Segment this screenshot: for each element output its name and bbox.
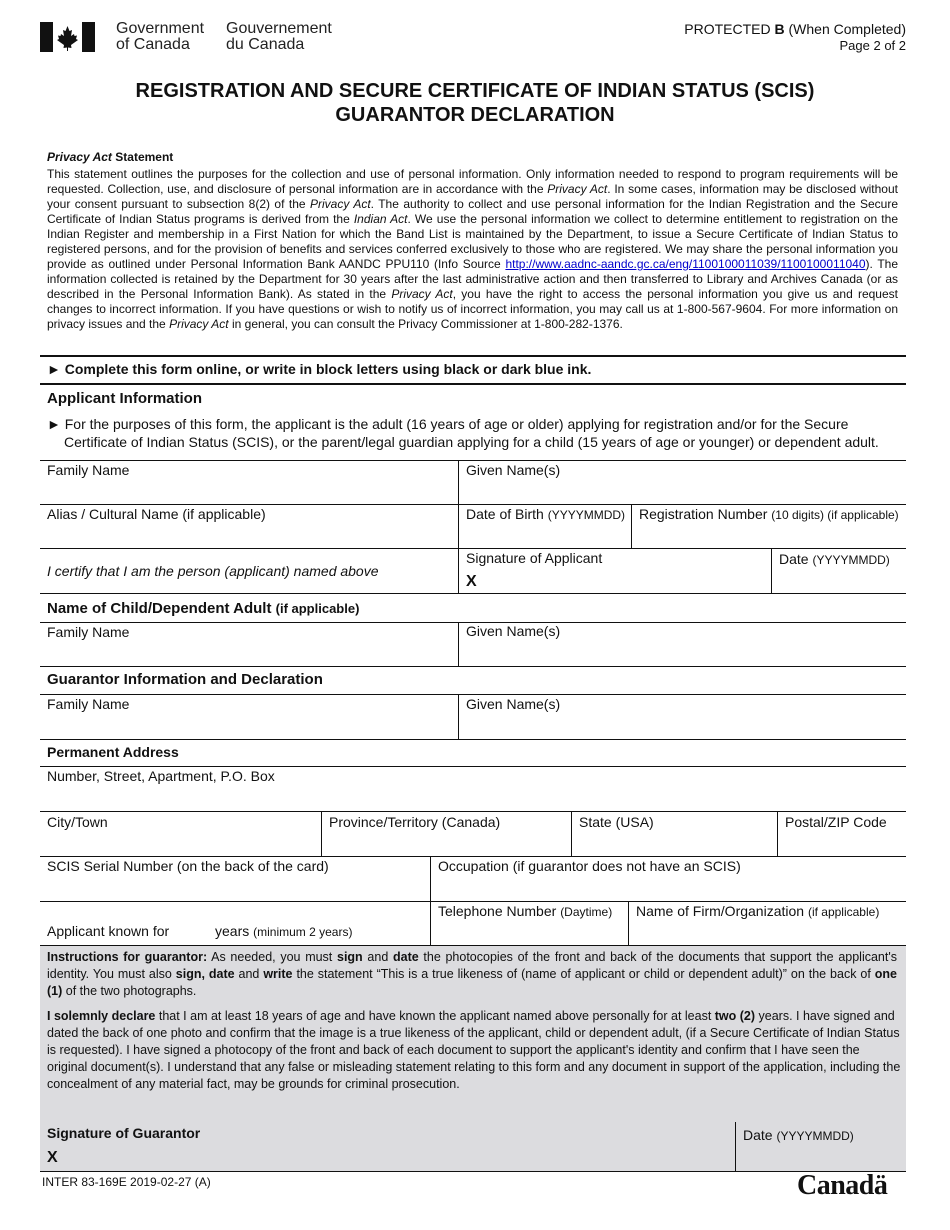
divider — [40, 548, 906, 549]
divider — [40, 901, 906, 902]
guarantor-signature-label: Signature of Guarantor — [47, 1125, 201, 1141]
telephone-field[interactable]: Telephone Number (Daytime) — [438, 903, 613, 919]
form-title-line1: REGISTRATION AND SECURE CERTIFICATE OF INDIAN STATUS (SCIS) — [135, 80, 815, 102]
applicant-note: ► For the purposes of this form, the applicant is the adult (16 years of age or older) applying for registration and/or for the Secure Certificate of Indian Status (SCIS), or the parent/legal guardian applying for a child (15 years of age or younger) or dependent adult. — [47, 416, 879, 450]
applicant-registration-number-field[interactable]: Registration Number (10 digits) (if applicable) — [639, 506, 899, 522]
canada-wordmark: Canadä — [797, 1170, 888, 1201]
province-field[interactable]: Province/Territory (Canada) — [329, 814, 501, 830]
divider — [40, 856, 906, 857]
divider — [458, 694, 459, 739]
guarantor-given-names-field[interactable]: Given Name(s) — [466, 696, 561, 712]
form-title-line2: GUARANTOR DECLARATION — [335, 104, 615, 126]
divider — [40, 593, 906, 594]
permanent-address-label: Permanent Address — [47, 744, 179, 760]
state-field[interactable]: State (USA) — [579, 814, 654, 830]
divider — [40, 694, 906, 695]
city-field[interactable]: City/Town — [47, 814, 108, 830]
scis-serial-field[interactable]: SCIS Serial Number (on the back of the card) — [47, 858, 329, 874]
divider — [321, 811, 322, 856]
applicant-alias-field[interactable]: Alias / Cultural Name (if applicable) — [47, 506, 266, 522]
guarantor-instructions: Instructions for guarantor: As needed, you must sign and date the photocopies of the front and back of the documents that support the applicant's identity. You must also sign, date and write the statement “This is a true likeness of (name of applicant or child or dependent adult)” on the back of one (1) of the two photographs. — [47, 950, 897, 998]
divider — [40, 739, 906, 740]
divider — [771, 548, 772, 594]
guarantor-family-name-field[interactable]: Family Name — [47, 696, 130, 712]
guarantor-section-title: Guarantor Information and Declaration — [47, 671, 323, 688]
divider — [40, 383, 906, 385]
divider — [458, 460, 459, 594]
certify-statement: I certify that I am the person (applicant) named above — [47, 563, 379, 579]
divider — [40, 1171, 906, 1172]
years-known-input[interactable] — [175, 918, 211, 938]
guarantor-signature-field[interactable]: X — [47, 1149, 58, 1166]
known-for-label: Applicant known for — [47, 923, 170, 939]
form-number: INTER 83-169E 2019-02-27 (A) — [42, 1175, 211, 1189]
solemn-declaration: I solemnly declare that I am at least 18 years of age and have known the applicant named above personally for at least two (2) years. I have signed and dated the back of one photo and confirm that the image is a true likeness of the applicant, child or dependent adult, (if a Secure Certificate of Indian Status is requested). I have signed a photocopy of the front and back of each document to support the applicant's identity and confirm that I have seen the original document(s). I understand that any false or misleading statement relating to this form and any document in support of the application, including the concealment of any material fact, may be grounds for criminal prosecution. — [47, 1009, 901, 1091]
divider — [628, 901, 629, 945]
form-title — [0, 79, 950, 127]
privacy-statement: This statement outlines the purposes for the collection and use of personal information. Only information needed to respond to program requirements will be requested. Collection, use, and disclosure of personal information are in accordance with the Privacy Act. In some cases, information may be disclosed without your consent pursuant to subsection 8(2) of the Privacy Act. The authority to collect and use personal information for the Indian Registration and the Secure Certificate of Indian Status programs is derived from the Indian Act. We use the personal information we collect to determine entitlement to registration on the Indian Register and membership in a First Nation for which the Band List is maintained by the Department, to issue a Secure Certificate of Indian Status to registered persons, and for the provision of benefits and services conferred exclusively to those who are registered. We may share the personal information you provide as outlined under Personal Information Bank AANDC PPU110 (Info Source http://www.aadnc-aandc.gc.ca/eng/1100100011039/1100100011040). The information collected is retained by the Department for 30 years after the last administrative action and then transferred to Library and Archives Canada (or as described in the Personal Information Bank). As stated in the Privacy Act, you have the right to access the personal information you give us and request changes to incorrect information. If you have questions or wish to notify us of incorrect information, you may call us at 1-800-567-9604. For more information on privacy issues and the Privacy Act in general, you can consult the Privacy Commissioner at 1-800-282-1376. — [47, 167, 899, 331]
complete-note: ► Complete this form online, or write in block letters using black or dark blue ink. — [47, 361, 592, 377]
divider — [40, 945, 906, 946]
divider — [40, 460, 906, 461]
child-family-name-field[interactable]: Family Name — [47, 624, 130, 640]
child-section-title: Name of Child/Dependent Adult (if applicable) — [47, 600, 360, 617]
gov-en-line2: of Canada — [116, 36, 190, 53]
applicant-dob-field[interactable]: Date of Birth (YYYYMMDD) — [466, 506, 626, 522]
years-label: years (minimum 2 years) — [215, 923, 353, 939]
postal-code-field[interactable]: Postal/ZIP Code — [785, 814, 887, 830]
applicant-signature-field[interactable]: X — [466, 573, 477, 590]
guarantor-date-field[interactable]: Date (YYYYMMDD) — [743, 1127, 854, 1143]
divider — [571, 811, 572, 856]
info-source-link[interactable]: http://www.aadnc-aandc.gc.ca/eng/1100100011039/1100100011040 — [505, 257, 866, 271]
privacy-heading: Privacy Act Statement — [47, 150, 174, 164]
divider — [777, 811, 778, 856]
divider — [458, 622, 459, 666]
firm-field[interactable]: Name of Firm/Organization (if applicable) — [636, 903, 880, 919]
protected-label: PROTECTED B (When Completed) — [684, 21, 906, 37]
child-given-names-field[interactable]: Given Name(s) — [466, 623, 561, 639]
gov-en-line1: Government — [116, 20, 205, 37]
street-address-field[interactable]: Number, Street, Apartment, P.O. Box — [47, 768, 275, 784]
gov-fr-line2: du Canada — [226, 36, 305, 53]
canada-flag-icon — [40, 22, 95, 52]
gov-fr-line1: Gouvernement — [226, 20, 332, 37]
divider — [631, 504, 632, 549]
applicant-signature-label: Signature of Applicant — [466, 550, 603, 566]
applicant-section-title: Applicant Information — [47, 390, 202, 407]
divider — [40, 666, 906, 667]
occupation-field[interactable]: Occupation (if guarantor does not have an SCIS) — [438, 858, 741, 874]
divider — [40, 355, 906, 357]
divider — [40, 504, 906, 505]
applicant-date-field[interactable]: Date (YYYYMMDD) — [779, 551, 890, 567]
applicant-family-name-field[interactable]: Family Name — [47, 462, 130, 478]
page-number: Page 2 of 2 — [839, 38, 906, 53]
applicant-given-names-field[interactable]: Given Name(s) — [466, 462, 561, 478]
divider — [40, 766, 906, 767]
divider — [735, 1122, 736, 1172]
